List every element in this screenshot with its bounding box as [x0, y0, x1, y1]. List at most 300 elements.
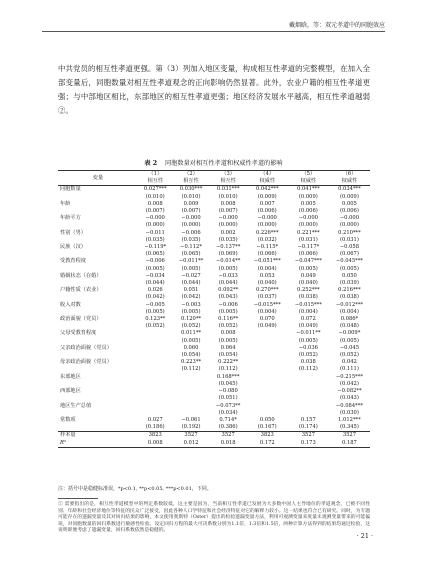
row-label: R² — [58, 440, 138, 448]
r-squared-row — [58, 440, 370, 448]
coef-cell: −0.000 — [145, 215, 165, 222]
se-cell: (0.000) — [145, 222, 165, 229]
coef-cell: −0.000 — [181, 215, 201, 222]
table-body — [58, 186, 370, 447]
coef-cell: 0.060 — [183, 344, 199, 351]
se-cell: (0.052) — [181, 323, 201, 330]
se-cell — [138, 366, 172, 373]
coef-cell — [138, 345, 172, 352]
coef-cell: 0.034*** — [329, 186, 370, 194]
coef-cell: 0.123** — [145, 316, 166, 323]
se-cell: (0.030) — [339, 409, 359, 416]
se-cell: (0.052) — [218, 323, 238, 330]
se-cell: (0.009) — [339, 193, 359, 200]
coef-cell: −0.009* — [338, 330, 361, 337]
se-cell: (0.004) — [257, 308, 277, 315]
se-cell: (0.069) — [218, 251, 238, 258]
coef-cell: 0.008 — [220, 330, 236, 337]
se-cell: (0.065) — [145, 251, 165, 258]
coef-cell: 0.050 — [342, 272, 357, 279]
se-cell: (0.010) — [218, 193, 238, 200]
row-label: 受教育程度 — [60, 258, 86, 265]
table-row-coef — [58, 359, 370, 366]
row-label: 样本量 — [58, 432, 138, 440]
table-row-coef — [58, 330, 370, 337]
coef-cell: −0.014** — [215, 258, 241, 265]
coef-cell: 0.008 — [147, 200, 163, 207]
se-cell: (0.000) — [257, 222, 277, 229]
coef-cell — [247, 388, 288, 395]
table-row-coef — [58, 201, 370, 208]
coef-cell: 0.222** — [218, 359, 239, 366]
coef-cell: −0.047*** — [294, 258, 322, 265]
sample-size-cell: 3823 — [247, 432, 288, 440]
coef-cell: 0.042 — [342, 359, 357, 366]
row-label: 地区生产总值 — [60, 402, 92, 409]
table-row-se — [58, 208, 370, 215]
sample-size-cell: 3527 — [210, 432, 247, 440]
coef-cell: −0.000 — [298, 215, 318, 222]
se-cell — [247, 381, 288, 388]
se-cell: (0.052) — [145, 323, 165, 330]
se-cell: (0.032) — [257, 236, 277, 243]
coef-cell: 0.092** — [218, 287, 239, 294]
row-label: 东部地区 — [60, 373, 81, 380]
column-type: 权威性 — [259, 178, 276, 185]
se-cell: (0.006) — [298, 208, 318, 215]
se-cell: (0.006) — [339, 208, 359, 215]
coef-cell: 0.086* — [340, 316, 359, 323]
coef-cell: −0.080 — [218, 388, 238, 395]
coef-cell: −0.137** — [215, 244, 241, 251]
se-cell: (0.005) — [181, 265, 201, 272]
se-cell — [288, 395, 329, 402]
row-label-spacer — [58, 395, 138, 402]
table-row-coef — [58, 345, 370, 352]
coef-cell — [138, 374, 172, 381]
se-cell: (0.052) — [298, 352, 318, 359]
se-cell: (0.040) — [257, 280, 277, 287]
body-paragraph: 中共党员的相互性孝道更强。第（3）列加入地区变量，构成相互性孝道的完整模型，在加入全部变量后，同胞数量对相互性孝道观念的正向影响仍然显著。此外，农业户籍的相互性孝道更强；与中部地区相比，东部地区的相互性孝道更强；地区经济发展水平越高，相互性孝道越弱②。 — [58, 64, 370, 115]
table-row-se — [58, 424, 370, 432]
se-cell: (0.045) — [218, 380, 238, 387]
se-cell — [247, 366, 288, 373]
table-row-coef — [58, 417, 370, 424]
coef-cell: −0.084*** — [335, 402, 363, 409]
coef-cell: 0.714* — [219, 416, 237, 423]
column-number: （1） — [138, 171, 172, 179]
se-cell: (0.044) — [145, 280, 165, 287]
se-cell: (0.009) — [298, 193, 318, 200]
row-label: 父母受教育程度 — [60, 330, 97, 337]
coef-cell: 0.116** — [218, 316, 239, 323]
row-label: 年龄平方 — [60, 215, 81, 222]
table-row-se — [58, 381, 370, 388]
se-cell: (0.005) — [218, 265, 238, 272]
table-row-se — [58, 294, 370, 301]
coef-cell: −0.058 — [339, 244, 360, 251]
coef-cell: −0.033 — [218, 272, 238, 279]
table-title: 同胞数量对相互性孝道和权威性孝道的影响 — [165, 160, 283, 167]
se-cell: (0.004) — [339, 308, 359, 315]
sample-size-cell: 3823 — [138, 432, 172, 440]
se-cell: (0.004) — [298, 308, 318, 315]
se-cell: (0.005) — [181, 308, 201, 315]
se-cell: (0.005) — [218, 308, 238, 315]
coef-cell: 0.252*** — [297, 287, 320, 294]
se-cell — [247, 395, 288, 402]
sample-size-cell: 3527 — [329, 432, 370, 440]
se-cell — [138, 381, 172, 388]
table-row-coef — [58, 302, 370, 309]
se-cell: (0.006) — [257, 208, 277, 215]
coef-cell — [138, 403, 172, 410]
r-squared-cell: 0.018 — [210, 440, 247, 448]
coef-cell: −0.034 — [145, 272, 165, 279]
table-row-coef — [58, 244, 370, 251]
table-row-coef — [58, 287, 370, 294]
coef-cell: 0.030*** — [172, 186, 209, 194]
column-number: （2） — [172, 171, 209, 179]
row-label: 父亲政治面貌（党员） — [60, 344, 112, 351]
table-note: 注：括号中是稳健标准误，*p<0.1, **p<0.05, ***p<0.01，下同。 — [58, 486, 212, 492]
row-label: 民族（汉） — [60, 244, 86, 251]
coef-cell — [247, 374, 288, 381]
row-label: 收入对数 — [60, 301, 81, 308]
coef-cell: 0.270*** — [255, 287, 279, 294]
coef-cell — [288, 388, 329, 395]
row-label: 常数项 — [60, 416, 76, 423]
se-cell: (0.038) — [339, 294, 359, 301]
sample-size-cell: 3527 — [288, 432, 329, 440]
row-label-spacer — [58, 410, 138, 417]
table-caption — [0, 158, 427, 167]
footnote-rule — [58, 498, 98, 499]
se-cell: (0.005) — [339, 265, 359, 272]
coef-cell: 0.120** — [181, 316, 202, 323]
coef-cell: −0.000 — [218, 215, 238, 222]
coef-cell — [288, 403, 329, 410]
se-cell: (0.066) — [298, 251, 318, 258]
column-number: （4） — [247, 171, 288, 179]
row-label-spacer — [58, 237, 138, 244]
se-cell: (0.000) — [298, 222, 318, 229]
coef-cell: 0.009 — [183, 200, 199, 207]
column-number: （6） — [329, 171, 370, 179]
table-row-se — [58, 266, 370, 273]
coef-cell: −0.051*** — [253, 258, 281, 265]
se-cell: (0.035) — [181, 236, 201, 243]
coef-cell: −0.006 — [145, 258, 165, 265]
coef-cell: −0.082** — [337, 388, 362, 395]
se-cell: (0.004) — [257, 265, 277, 272]
se-cell: (0.040) — [298, 280, 318, 287]
table-row-se — [58, 338, 370, 345]
row-label: 西部地区 — [60, 388, 81, 395]
se-cell — [288, 410, 329, 417]
table-row-se — [58, 410, 370, 417]
se-cell: (0.035) — [218, 236, 238, 243]
se-cell: (0.007) — [218, 208, 238, 215]
column-type: 相互性 — [220, 178, 236, 185]
running-head: 戴烟晗，等：双元孝道中的同胞效应 — [288, 22, 385, 29]
coef-cell: 1.012*** — [338, 416, 361, 423]
coef-cell: −0.027 — [181, 272, 201, 279]
se-cell: (0.042) — [181, 294, 201, 301]
se-cell — [172, 381, 209, 388]
se-cell: (0.037) — [257, 294, 277, 301]
se-cell — [172, 395, 209, 402]
coef-cell: −0.045*** — [335, 258, 363, 265]
se-cell — [172, 410, 209, 417]
coef-cell: 0.053 — [259, 272, 275, 279]
coef-cell: −0.061 — [181, 416, 201, 423]
column-number: （5） — [288, 171, 329, 179]
coef-cell: 0.027*** — [138, 186, 172, 194]
coef-cell: 0.005 — [342, 200, 357, 207]
se-cell: (0.000) — [339, 222, 359, 229]
table-label: 表 2 — [144, 160, 158, 167]
se-cell: (0.067) — [339, 251, 359, 258]
column-type: 权威性 — [300, 178, 317, 185]
se-cell: (0.031) — [339, 236, 359, 243]
coef-cell: −0.119* — [144, 244, 167, 251]
coef-cell: −0.000 — [339, 215, 360, 222]
coef-cell — [247, 403, 288, 410]
se-cell: (0.174) — [298, 424, 318, 431]
se-cell: (0.186) — [145, 424, 165, 431]
column-type: 权威性 — [341, 178, 358, 185]
coef-cell: 0.041*** — [288, 186, 329, 194]
coef-cell: −0.011** — [178, 258, 204, 265]
coef-cell: −0.011 — [145, 229, 165, 236]
coef-cell: −0.005 — [145, 301, 165, 308]
coef-cell: 0.210*** — [338, 229, 361, 236]
row-label-spacer — [58, 338, 138, 345]
se-cell: (0.038) — [298, 294, 318, 301]
se-cell: (0.005) — [298, 265, 318, 272]
se-cell — [247, 338, 288, 345]
coef-cell: −0.036 — [298, 344, 318, 351]
coef-cell: 0.042*** — [247, 186, 288, 194]
se-cell: (0.042) — [339, 380, 359, 387]
sample-size-cell: 3527 — [172, 432, 209, 440]
se-cell: (0.112) — [218, 366, 238, 373]
coef-cell: −0.006 — [218, 301, 238, 308]
coef-cell — [247, 359, 288, 366]
coef-cell — [172, 374, 209, 381]
se-cell: (0.054) — [181, 352, 201, 359]
column-type: 相互性 — [183, 178, 199, 185]
regression-table — [58, 170, 370, 448]
se-cell: (0.035) — [145, 236, 165, 243]
se-cell: (0.000) — [181, 222, 201, 229]
se-cell: (0.009) — [257, 193, 277, 200]
coef-cell: 0.011** — [181, 330, 202, 337]
variable-header: 变量 — [58, 171, 138, 186]
coef-cell: −0.015*** — [294, 301, 322, 308]
se-cell: (0.066) — [257, 251, 277, 258]
table-row-se — [58, 237, 370, 244]
coef-cell — [138, 388, 172, 395]
se-cell: (0.048) — [339, 323, 359, 330]
se-cell: (0.052) — [339, 352, 359, 359]
r-squared-cell: 0.187 — [329, 440, 370, 448]
se-cell: (0.000) — [218, 222, 238, 229]
table-row-coef — [58, 273, 370, 280]
coef-cell: −0.112* — [180, 244, 202, 251]
row-label-spacer — [58, 294, 138, 301]
coef-cell: −0.011** — [296, 330, 321, 337]
se-cell: (0.044) — [218, 280, 238, 287]
se-cell: (0.044) — [181, 280, 201, 287]
coef-cell: 0.038 — [300, 359, 316, 366]
row-label-spacer — [58, 266, 138, 273]
coef-cell — [138, 359, 172, 366]
table-row-se — [58, 222, 370, 229]
table-row-se — [58, 323, 370, 330]
se-cell: (0.005) — [218, 337, 238, 344]
table-row-se — [58, 366, 370, 373]
column-number: （3） — [210, 171, 247, 179]
se-cell: (0.112) — [298, 366, 318, 373]
coef-cell: 0.157 — [300, 416, 316, 423]
sample-size-row — [58, 432, 370, 440]
table-row-se — [58, 251, 370, 258]
table-row-coef — [58, 186, 370, 194]
coef-cell: 0.221*** — [297, 229, 320, 236]
table-row-se — [58, 280, 370, 287]
coef-cell: −0.012*** — [335, 301, 363, 308]
se-cell — [138, 338, 172, 345]
table-row-coef — [58, 230, 370, 237]
table-row-se — [58, 395, 370, 402]
r-squared-cell: 0.173 — [288, 440, 329, 448]
se-cell: (0.049) — [298, 323, 318, 330]
row-label-spacer — [58, 424, 138, 432]
table-row-coef — [58, 403, 370, 410]
se-cell — [247, 352, 288, 359]
se-cell — [247, 410, 288, 417]
se-cell: (0.192) — [181, 424, 201, 431]
table-row-coef — [58, 316, 370, 323]
se-cell: (0.010) — [145, 193, 165, 200]
row-label-spacer — [58, 222, 138, 229]
table-row-se — [58, 194, 370, 201]
header-rule — [42, 31, 385, 32]
se-cell: (0.007) — [145, 208, 165, 215]
se-cell: (0.043) — [218, 294, 238, 301]
page-number: · 21 · — [356, 532, 373, 540]
coef-cell: −0.117* — [297, 244, 320, 251]
coef-cell — [288, 374, 329, 381]
se-cell: (0.007) — [181, 208, 201, 215]
se-cell — [138, 395, 172, 402]
coef-cell: 0.216*** — [338, 287, 361, 294]
se-cell: (0.005) — [298, 337, 318, 344]
se-cell: (0.167) — [257, 424, 277, 431]
coef-cell: 0.007 — [259, 200, 275, 207]
coef-cell — [138, 330, 172, 337]
coef-cell: 0.070 — [259, 316, 275, 323]
row-label: 婚姻状态（在婚） — [60, 272, 102, 279]
se-cell: (0.005) — [181, 337, 201, 344]
se-cell: (0.054) — [218, 352, 238, 359]
se-cell: (0.005) — [145, 265, 165, 272]
se-cell: (0.005) — [339, 337, 359, 344]
coef-cell: 0.051 — [183, 287, 199, 294]
r-squared-cell: 0.012 — [172, 440, 209, 448]
table-row-coef — [58, 258, 370, 265]
se-cell: (0.034) — [218, 409, 238, 416]
row-label-spacer — [58, 366, 138, 373]
se-cell: (0.043) — [339, 395, 359, 402]
row-label-spacer — [58, 194, 138, 201]
r-squared-cell: 0.172 — [247, 440, 288, 448]
coef-cell — [247, 330, 288, 337]
coef-cell: −0.073** — [215, 402, 241, 409]
se-cell: (0.065) — [181, 251, 201, 258]
table-row-coef — [58, 388, 370, 395]
row-label: 政治面貌（党员） — [60, 316, 102, 323]
table-row-coef — [58, 215, 370, 222]
row-label: 母亲政治面貌（党员） — [60, 359, 112, 366]
se-cell: (0.386) — [218, 424, 238, 431]
coef-cell: 0.008 — [220, 200, 236, 207]
coef-cell: −0.003 — [181, 301, 201, 308]
column-type: 相互性 — [147, 178, 164, 185]
coef-cell: 0.002 — [220, 229, 236, 236]
se-cell: (0.039) — [339, 280, 359, 287]
se-cell: (0.051) — [218, 395, 238, 402]
se-cell: (0.005) — [145, 308, 165, 315]
se-cell: (0.049) — [257, 323, 277, 330]
coef-cell: −0.015*** — [253, 301, 281, 308]
table-row-se — [58, 309, 370, 316]
se-cell: (0.031) — [298, 236, 318, 243]
coef-cell: 0.168*** — [216, 373, 240, 380]
coef-cell: −0.115* — [256, 244, 279, 251]
coef-cell: 0.064 — [220, 344, 236, 351]
se-cell: (0.111) — [339, 366, 359, 373]
se-cell: (0.010) — [181, 193, 201, 200]
coef-cell: 0.026 — [147, 287, 163, 294]
coef-cell — [172, 388, 209, 395]
row-label: 年龄 — [60, 200, 71, 207]
se-cell: (0.112) — [181, 366, 201, 373]
coef-cell: 0.223** — [181, 359, 202, 366]
coef-cell — [172, 403, 209, 410]
row-label: 户籍性质（农业） — [60, 287, 102, 294]
coef-cell: 0.005 — [300, 200, 316, 207]
se-cell: (0.345) — [339, 424, 359, 431]
se-cell — [138, 410, 172, 417]
coef-cell: −0.215*** — [335, 373, 363, 380]
coef-cell: 0.049 — [300, 272, 316, 279]
footnote: ② 需要指出的是，相互性孝道模型中的判定系数较低，这主要是因为，当前相互性孝道已发展为大多数中国人主导地位的孝道观念，已被不同性别、年龄和社会经济地位等特征的民众广泛接受，因此各种人口学特征和社会经济特征对它的解释力较小。这一结果也符合已有研究。同时，为专题可能存在的遗漏变量及其对回归结果的影响，本文使用奥斯特（Oster）提出的检验遗漏变量方法，利用可观测变量来度量未观测变量带来的可能偏误，对同胞数量的回归系数进行敏感性检验。设定回归方程的最大可决系数分别为1.1倍、1.3倍和1.5倍，两种计算方法得到的结果均通过检验，这说明即便考虑了遗漏变量，回归系数依然是稳健的。 — [58, 502, 370, 534]
coef-cell — [247, 345, 288, 352]
se-cell — [138, 352, 172, 359]
row-label: 性别（男） — [60, 229, 86, 236]
coef-cell: 0.226*** — [255, 229, 279, 236]
row-label-spacer — [58, 381, 138, 388]
coef-cell: −0.000 — [257, 215, 277, 222]
coef-cell: 0.027 — [147, 416, 163, 423]
coef-cell: 0.072 — [300, 316, 316, 323]
coef-cell: −0.045 — [339, 344, 360, 351]
coef-cell: −0.006 — [181, 229, 201, 236]
r-squared-cell: 0.008 — [138, 440, 172, 448]
